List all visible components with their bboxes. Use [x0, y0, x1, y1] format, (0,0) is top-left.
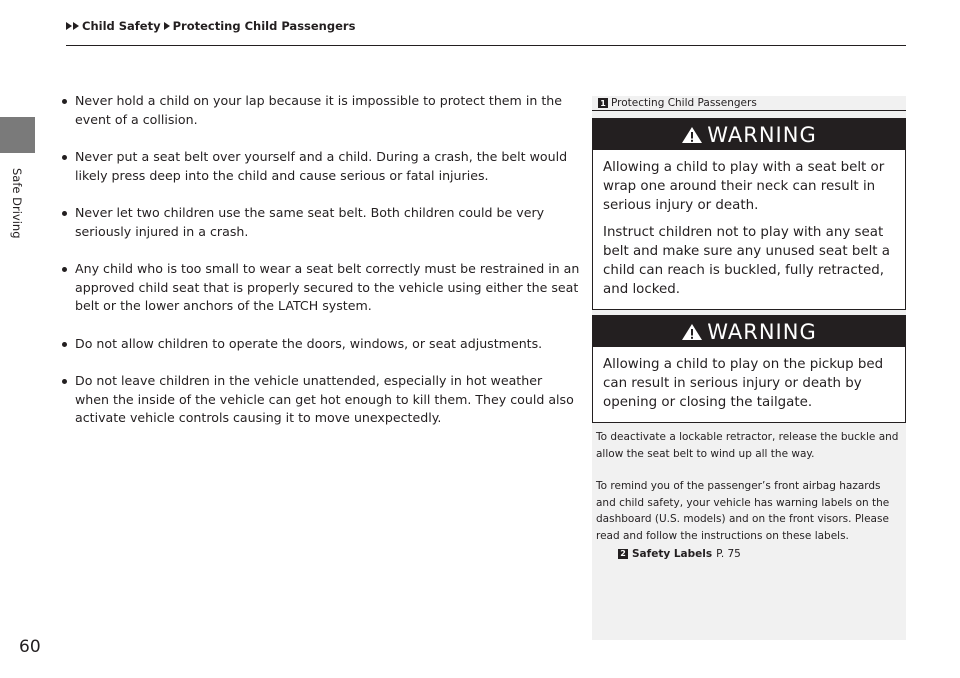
warning-text: Allowing a child to play on the pickup bed can result in serious injury or death by opening or closing the tailgate.: [603, 357, 884, 410]
warning-label: WARNING: [707, 319, 817, 344]
breadcrumb: [66, 19, 355, 33]
bullet-icon: [62, 267, 67, 272]
sidebar-notes: [596, 429, 900, 563]
list-item: [60, 92, 580, 129]
bullet-text: Do not leave children in the vehicle unattended, especially in hot weather when the inside of the vehicle can get hot enough to kill them. They could also activate vehicle controls causing it to move unexpectedly.: [75, 373, 574, 425]
sidebar-header-label: Protecting Child Passengers: [611, 97, 757, 109]
warning-banner: [593, 316, 905, 347]
bullet-icon: [62, 155, 67, 160]
warning-text: Allowing a child to play with a seat belt or wrap one around their neck can result in serious injury or death.: [603, 160, 885, 213]
warning-triangle-icon: [681, 126, 703, 144]
breadcrumb-topic[interactable]: Protecting Child Passengers: [172, 19, 356, 33]
warning-label: WARNING: [707, 122, 817, 147]
list-item: [60, 148, 580, 185]
bullet-icon: [62, 342, 67, 347]
bullet-text: Any child who is too small to wear a seat belt correctly must be restrained in an approved child seat that is properly secured to the vehicle using either the seat belt or the lower anchors of the LATCH system.: [75, 261, 580, 313]
bullet-icon: [62, 99, 67, 104]
arrow-icon: [164, 22, 170, 30]
chapter-tab: [10, 168, 24, 258]
cross-reference-icon: 2: [618, 549, 628, 559]
bullet-text: Never let two children use the same seat belt. Both children could be very seriously injured in a crash.: [75, 205, 545, 239]
bullet-text: Never put a seat belt over yourself and a child. During a crash, the belt would likely press deep into the child and cause serious or fatal injuries.: [75, 149, 568, 183]
arrow-icon: [73, 22, 79, 30]
bullet-icon: [62, 379, 67, 384]
list-item: [60, 335, 580, 354]
reference-marker-icon: 1: [598, 98, 608, 108]
safety-bullet-list: [60, 92, 580, 447]
arrow-icon: [66, 22, 72, 30]
cross-reference-page[interactable]: P. 75: [716, 548, 741, 560]
chapter-tab-label: Safe Driving: [10, 168, 24, 239]
sidebar-header: [598, 97, 757, 109]
warning-body: [593, 347, 905, 422]
bullet-icon: [62, 211, 67, 216]
breadcrumb-section[interactable]: Child Safety: [82, 19, 161, 33]
page-number: 60: [19, 637, 41, 657]
sidebar-panel: [592, 96, 906, 640]
bullet-text: Do not allow children to operate the doors, windows, or seat adjustments.: [75, 335, 543, 351]
warning-banner: [593, 119, 905, 150]
warning-body: [593, 150, 905, 309]
bullet-text: Never hold a child on your lap because it is impossible to protect them in the event of a collision.: [75, 93, 562, 127]
note-text: To deactivate a lockable retractor, release the buckle and allow the seat belt to wind up all the way.: [596, 431, 899, 460]
warning-triangle-icon: [681, 323, 703, 341]
note-text: To remind you of the passenger’s front airbag hazards and child safety, your vehicle has warning labels on the dashboard (U.S. models) and on the front visors. Please read and follow the instructions on these labels.: [596, 480, 890, 542]
list-item: [60, 260, 580, 316]
sidebar-divider: [592, 110, 906, 111]
cross-reference-title[interactable]: Safety Labels: [632, 548, 713, 560]
list-item: [60, 204, 580, 241]
warning-box: [592, 118, 906, 310]
cross-reference-link[interactable]: [618, 546, 900, 563]
warning-text: Instruct children not to play with any seat belt and make sure any unused seat belt a child can reach is buckled, fully retracted, and locked.: [603, 225, 891, 297]
list-item: [60, 372, 580, 428]
header-divider: [66, 45, 906, 46]
chapter-tab-marker: [0, 117, 35, 153]
warning-box: [592, 315, 906, 423]
